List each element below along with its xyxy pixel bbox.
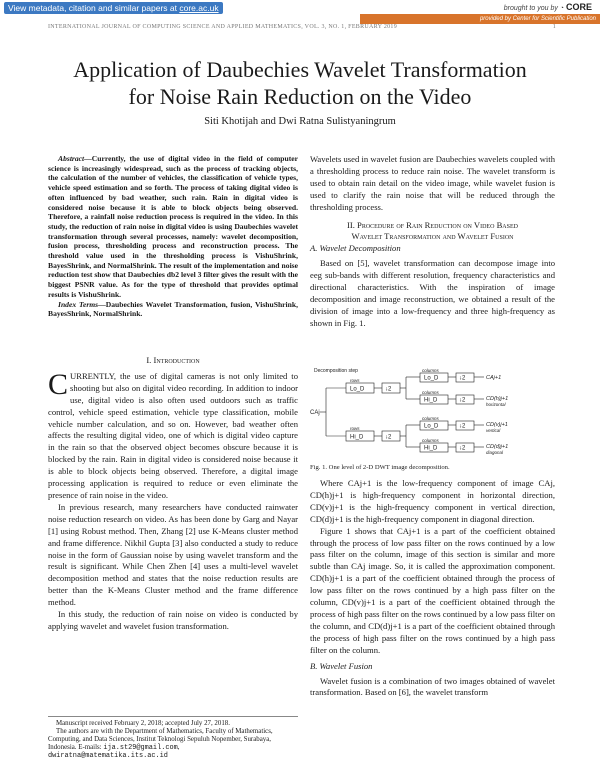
fig-output-cdd-note: diagonal xyxy=(486,450,504,455)
subsection-b-heading: B. Wavelet Fusion xyxy=(310,660,373,671)
fig-output-cdd: CD(d)j+1 xyxy=(486,444,509,450)
fig-down-row-top: ↓2 xyxy=(385,386,392,393)
dwt-diagram xyxy=(310,366,555,460)
fig-down-row-bottom: ↓2 xyxy=(385,434,392,441)
dropcap: C xyxy=(48,367,69,401)
core-link-site[interactable]: core.ac.uk xyxy=(179,3,219,13)
fig-columns-label-3: columns xyxy=(422,416,439,421)
section-2-heading-line-1: II. Procedure of Rain Reduction on Video Based xyxy=(347,219,518,230)
dwt-figure xyxy=(310,366,555,460)
fig-hi-d-row: Hi_D xyxy=(350,434,364,441)
fig-down-col-1: ↓2 xyxy=(459,375,466,382)
authors: Siti Khotijah and Dwi Ratna Sulistyaningrum xyxy=(204,116,396,127)
core-brought-text: brought to you by xyxy=(503,5,558,12)
email-separator: , xyxy=(177,744,180,752)
journal-name: INTERNATIONAL JOURNAL OF COMPUTING SCIENCE AND APPLIED MATHEMATICS, VOL. 3, NO. 1, FEBRUARY 2019 xyxy=(48,24,398,30)
fig-columns-label-2: columns xyxy=(422,390,439,395)
fig-down-col-4: ↓2 xyxy=(459,445,466,452)
fig-lo-d-col-2: Lo_D xyxy=(424,423,439,430)
intro-paragraph-1 xyxy=(48,367,298,502)
title-line-1: Application of Daubechies Wavelet Transformation xyxy=(73,57,527,82)
page-number: 1 xyxy=(552,24,556,30)
right-column-top xyxy=(310,154,555,330)
section-2-heading-line-2: Wavelet Transformation and Wavelet Fusion xyxy=(351,231,514,242)
right-column-bottom xyxy=(310,478,555,699)
fig-column-stage xyxy=(406,368,448,452)
fig-output-cdh: CD(h)j+1 xyxy=(486,396,509,402)
footnote-affiliation xyxy=(48,728,298,760)
intro-paragraph-3: In this study, the reduction of rain noise on video is conducted by applying wavelet and wavelet fusion transformation. xyxy=(48,609,298,631)
fig-lo-d-row: Lo_D xyxy=(350,386,365,393)
intro-heading: I. Introduction xyxy=(146,355,200,365)
fig-columns-label-4: columns xyxy=(422,438,439,443)
fig-rows-label-bottom: rows xyxy=(350,426,360,431)
subsection-a-heading: A. Wavelet Decomposition xyxy=(310,243,401,254)
fig-hi-d-col-2: Hi_D xyxy=(424,445,438,452)
fig-output-cdv-note: vertical xyxy=(486,428,501,433)
fig-column-downsample xyxy=(448,373,474,452)
intro-p1-text: URRENTLY, the use of digital cameras is not only limited to shooting but also on digital video recording. In addition to indoor use, digital video is also often used outdoors such as traffic control, vehicle speed estimation, vehicle type classification, mobile vehicle number calculation, and so on. However, bad weather often affects the resulting digital video, one of which is digital video capture in the rain so that the observed object becomes obscure because it is blocked by the rain. Rain in digital video is considered noise because it is able to block objects being observed. Therefore, a digital image processing application is required to reduce or even eliminate the presence of rain noise in the video. xyxy=(48,370,298,500)
subsection-b-paragraph: Wavelet fusion is a combination of two images obtained of wavelet transformation. Based on [6], the wavelet transform xyxy=(310,675,555,698)
core-banner xyxy=(0,0,600,24)
core-link-prefix: View metadata, citation and similar papers at xyxy=(8,3,180,13)
fig-hi-d-col-1: Hi_D xyxy=(424,397,438,404)
footnote-affil-text: The authors are with the Department of Mathematics, Faculty of Mathematics, Computing, and Data Sciences, Institut Teknologi Sepuluh Nopember, Surabaya, Indonesia. E-mails: xyxy=(48,728,273,752)
email-link-1[interactable]: ija.st29@gmail.com xyxy=(103,744,178,753)
subsection-a-paragraph: Based on [5], wavelet transformation can decompose image into eeg sub-bands with different resolution, frequency characteristics and directional characteristics. With the inspiration of image decomposition and image reconstruction, we obtained a result of the division of image into a low-frequency and three high-frequency as shown in Fig. 1. xyxy=(310,258,555,328)
right-paragraph-0: Wavelets used in wavelet fusion are Daubechies wavelets coupled with a thresholding process to reduce rain noise. The wavelet transform is used to obtain rain detail on the video image, while wavelet fusion is used to clarify the rain noise that will be reduced through the thresholding process. xyxy=(310,154,555,212)
where-paragraph: Where CAj+1 is the low-frequency component of image CAj, CD(h)j+1 is high-frequency component in horizontal direction, CD(v)j+1 is the high-frequency component in vertical direction, CD(d)j+1 is the high-frequency component in diagonal direction. xyxy=(310,478,555,524)
intro-paragraph-2: In previous research, many researchers have conducted rainwater noise reduction research on video. As has been done by Garg and Nayar [1] using Robust method. Then, Zhang [2] use K-Means cluster method and frame difference. Nikhil Gupta [3] also conducted a study to reduce noise in the form of Gaussian noise by using wavelet transform and the result is significant. While Chen Zhen [4] uses a multi-level wavelet decomposition method and states that the noise reduction results are better than the K-Means Cluster method and the frame difference method. xyxy=(48,501,298,608)
fig-output-cdh-note: horizontal xyxy=(486,402,506,407)
figure-1-explanation: Figure 1 shows that CAj+1 is a part of the coefficient obtained through the process of low pass filter on the rows continued by a low pass filter on the column, image of this section is similar and more subtle than CAj image. So, it is called the approximation component. CD(h)j+1 is a part of the coefficient obtained through the process of low pass filter on the rows continued by a high pass filter on the column, CD(v)j+1 is a part of the coefficient obtained through the process of high pass filter on the rows continued by a low pass filter on the column, and CD(d)j+1 is a part of the coefficient obtained through the process of high pass filter on the rows continued by a high pass filter on the column. xyxy=(310,525,555,655)
title-line-2: for Noise Rain Reduction on the Video xyxy=(128,84,472,109)
core-provided-by[interactable]: provided by Center for Scientific Publication xyxy=(360,14,600,24)
abstract-text: —Currently, the use of digital video in the field of computer science is increasingly widespread, such as the process of tracking objects, the calculation of the number of vehicles, the classification of vehicle types, vehicle speed estimation and so forth. The process of taking digital video is often influenced by bad weather, such rain. Rain in digital video is considered noise because it is able to block objects being observed. Therefore, a rainfall noise reduction process is required in the video. In this study, the reduction of rain noise in digital video is using Daubechies wavelet transformation through several processes, namely: wavelet decomposition, fusion process, thresholding process and reconstruction process. The threshold value used in the thresholding process is VishuShrink, BayesShrink, and NormalShrink. The result of the implementation and noise reduction test show that Daubechies db2 level 3 filter gives the result with the biggest PSNR value. As for the type of threshold that provides optimal results is VishuShrink. xyxy=(48,154,298,299)
paper-title xyxy=(30,56,570,110)
abstract-label: Abstract xyxy=(58,154,85,163)
index-terms xyxy=(48,300,298,319)
running-header xyxy=(48,24,556,30)
fig-output-ca: CAj+1 xyxy=(486,375,502,381)
index-terms-text: —Daubechies Wavelet Transformation, fusion, VishuShrink, BayesShrink, NormalShrink. xyxy=(48,299,298,319)
fig-lo-d-col-1: Lo_D xyxy=(424,375,439,382)
fig-step-label: Decomposition step xyxy=(314,368,358,374)
abstract-block xyxy=(48,154,298,319)
footnote xyxy=(48,716,298,760)
fig-output-cdv: CD(v)j+1 xyxy=(486,422,508,428)
abstract-paragraph xyxy=(48,154,298,300)
core-brand: CORE xyxy=(565,2,592,12)
fig-down-col-2: ↓2 xyxy=(459,397,466,404)
core-brought-by xyxy=(504,2,592,12)
figure-caption: Fig. 1. One level of 2-D DWT image decomposition. xyxy=(310,464,450,471)
fig-down-col-3: ↓2 xyxy=(459,423,466,430)
fig-rows-label-top: rows xyxy=(350,378,360,383)
core-logo-icon: ◔ xyxy=(559,5,565,12)
footnote-received: Manuscript received February 2, 2018; accepted July 27, 2018. xyxy=(56,720,230,727)
fig-columns-label-1: columns xyxy=(422,368,439,373)
index-terms-label: Index Terms xyxy=(58,299,99,309)
introduction-section xyxy=(48,355,298,633)
fig-input-label: CAj xyxy=(310,410,320,416)
core-metadata-link[interactable] xyxy=(4,2,223,14)
email-link-2[interactable]: dwiratna@matematika.its.ac.id xyxy=(48,752,168,761)
fig-outputs xyxy=(474,375,508,455)
